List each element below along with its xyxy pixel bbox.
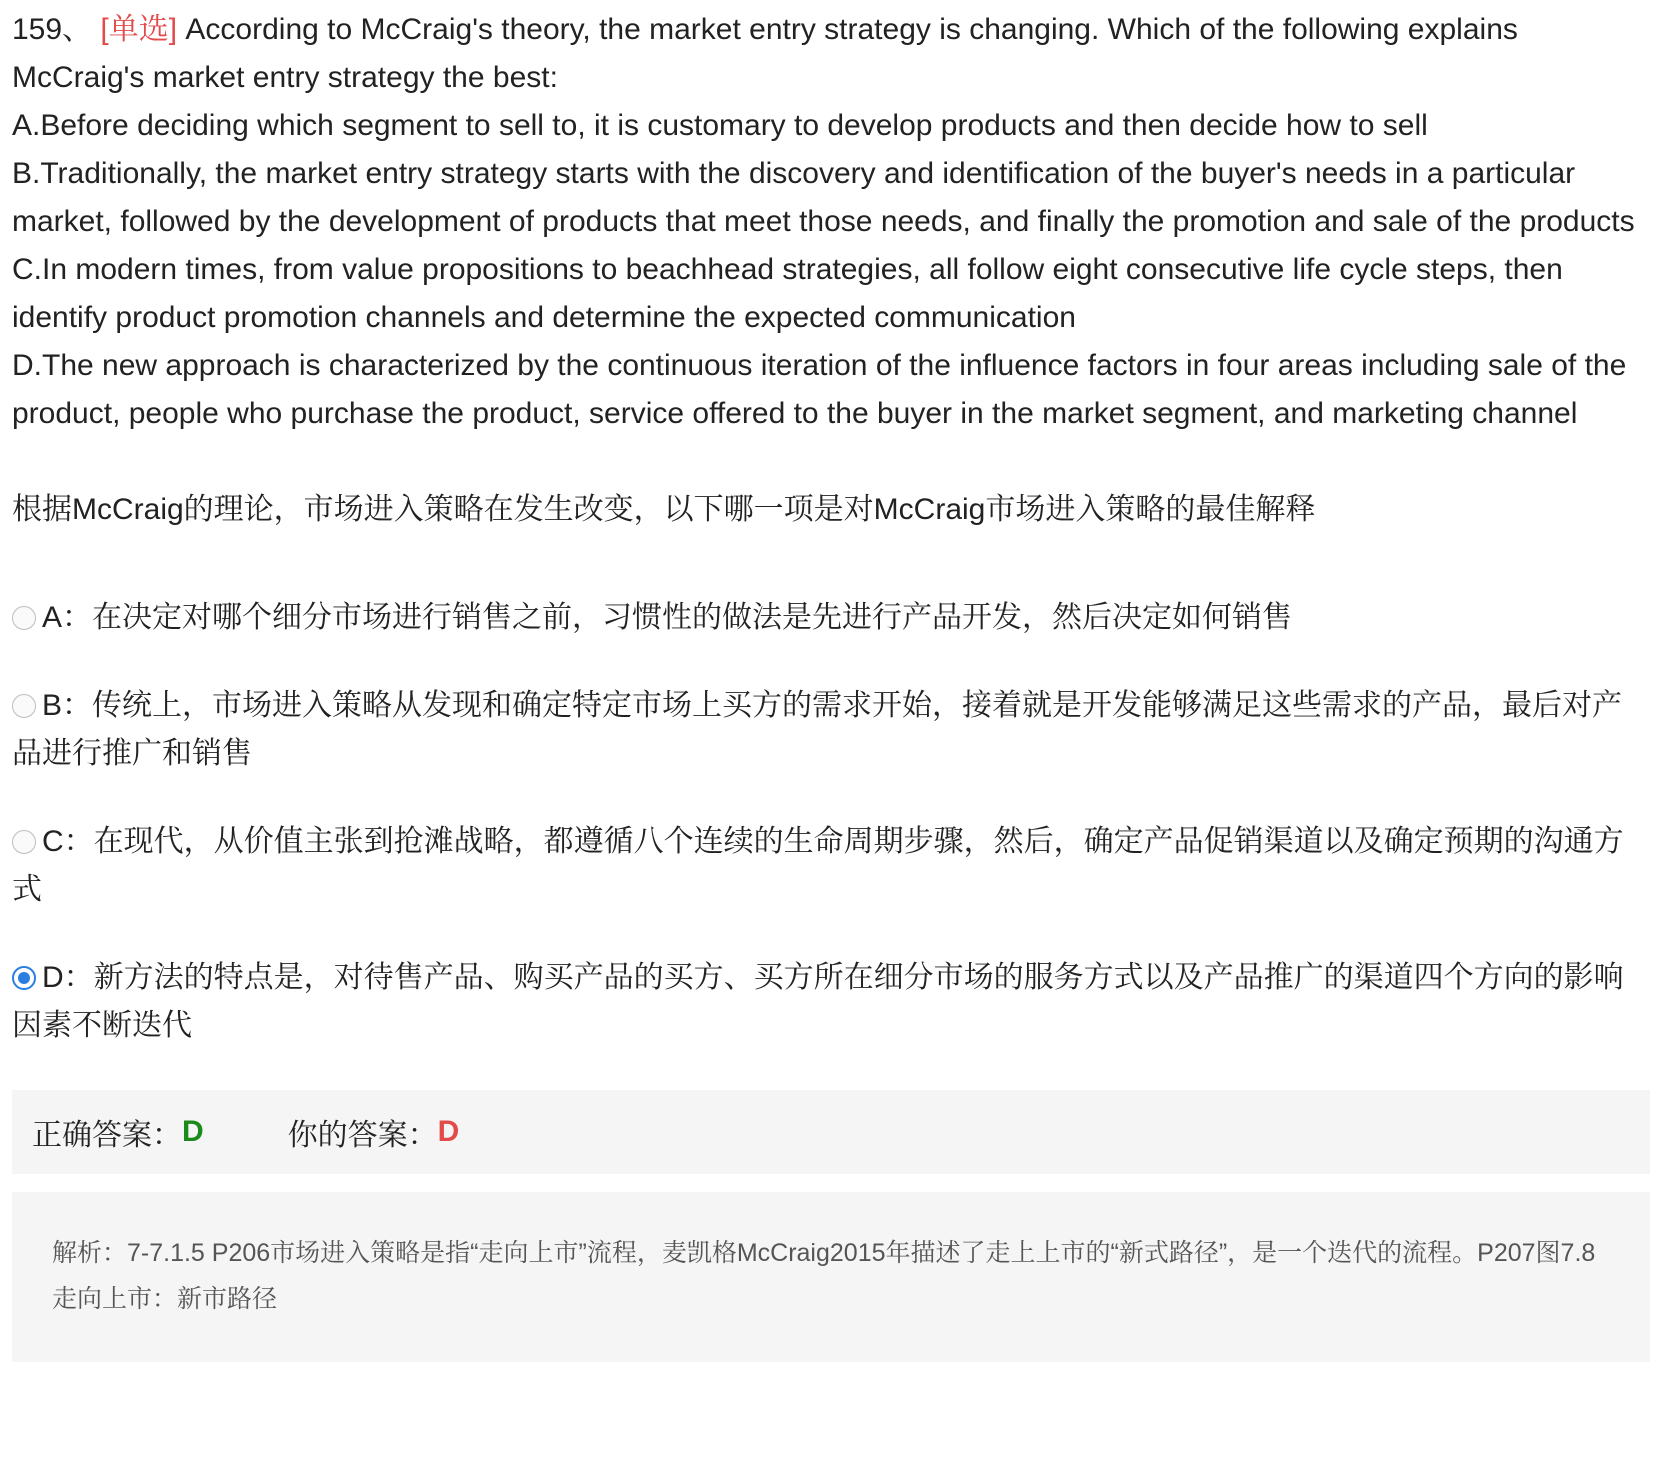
option-a-label: A： bbox=[42, 601, 93, 634]
option-en-d: D.The new approach is characterized by the continuous iteration of the influence factors in four areas including sale of the product, people who purchase the product, service offered to the buyer in the market segment, and marketing channel bbox=[12, 349, 1627, 430]
option-en-a: A.Before deciding which segment to sell to, it is customary to develop products and then decide how to sell bbox=[12, 109, 1428, 142]
correct-answer bbox=[32, 1110, 204, 1154]
option-b-label: B： bbox=[42, 689, 93, 722]
option-c[interactable] bbox=[12, 818, 1650, 914]
your-answer-value: D bbox=[437, 1115, 460, 1148]
option-en-b: B.Traditionally, the market entry strategy starts with the discovery and identification of the buyer's needs in a particular market, followed by the development of products that meet those needs, and finally the promotion and sale of the products bbox=[12, 157, 1635, 238]
option-a[interactable] bbox=[12, 594, 1650, 642]
option-c-radio[interactable] bbox=[12, 830, 36, 854]
question-number: 159、 bbox=[12, 13, 93, 46]
option-d-text: 新方法的特点是，对待售产品、购买产品的买方、买方所在细分市场的服务方式以及产品推广的渠道四个方向的影响因素不断迭代 bbox=[12, 961, 1624, 1042]
option-b-text: 传统上，市场进入策略从发现和确定特定市场上买方的需求开始，接着就是开发能够满足这些需求的产品，最后对产品进行推广和销售 bbox=[12, 689, 1623, 770]
answer-options bbox=[12, 594, 1650, 1050]
correct-answer-label: 正确答案： bbox=[32, 1119, 182, 1152]
question-stem-zh: 根据McCraig的理论，市场进入策略在发生改变，以下哪一项是对McCraig市场进入策略的最佳解释 bbox=[12, 493, 1316, 526]
option-a-radio[interactable] bbox=[12, 606, 36, 630]
option-en-c: C.In modern times, from value propositions to beachhead strategies, all follow eight consecutive life cycle steps, then identify product promotion channels and determine the expected communication bbox=[12, 253, 1563, 334]
answer-result-panel bbox=[12, 1090, 1650, 1174]
question-english bbox=[12, 6, 1650, 438]
question-stem-en: According to McCraig's theory, the market entry strategy is changing. Which of the following explains McCraig's market entry strategy the best: bbox=[12, 13, 1518, 94]
your-answer-label: 你的答案： bbox=[287, 1119, 438, 1152]
option-d-radio[interactable] bbox=[12, 966, 36, 990]
option-b-radio[interactable] bbox=[12, 694, 36, 718]
option-c-text: 在现代，从价值主张到抢滩战略，都遵循八个连续的生命周期步骤，然后，确定产品促销渠道以及确定预期的沟通方式 bbox=[12, 825, 1624, 906]
correct-answer-value: D bbox=[182, 1115, 204, 1148]
option-d[interactable] bbox=[12, 954, 1650, 1050]
question-type-tag: [单选] bbox=[100, 13, 178, 46]
your-answer bbox=[288, 1110, 460, 1154]
option-d-label: D： bbox=[42, 961, 94, 994]
option-a-text: 在决定对哪个细分市场进行销售之前，习惯性的做法是先进行产品开发，然后决定如何销售 bbox=[92, 601, 1293, 634]
analysis-text: 解析：7-7.1.5 P206市场进入策略是指“走向上市”流程，麦凯格McCraig2015年描述了走上上市的“新式路径”，是一个迭代的流程。P207图7.8走向上市：新市路径 bbox=[52, 1239, 1596, 1313]
option-b[interactable] bbox=[12, 682, 1650, 778]
option-c-label: C： bbox=[42, 825, 94, 858]
analysis-panel bbox=[12, 1192, 1650, 1362]
